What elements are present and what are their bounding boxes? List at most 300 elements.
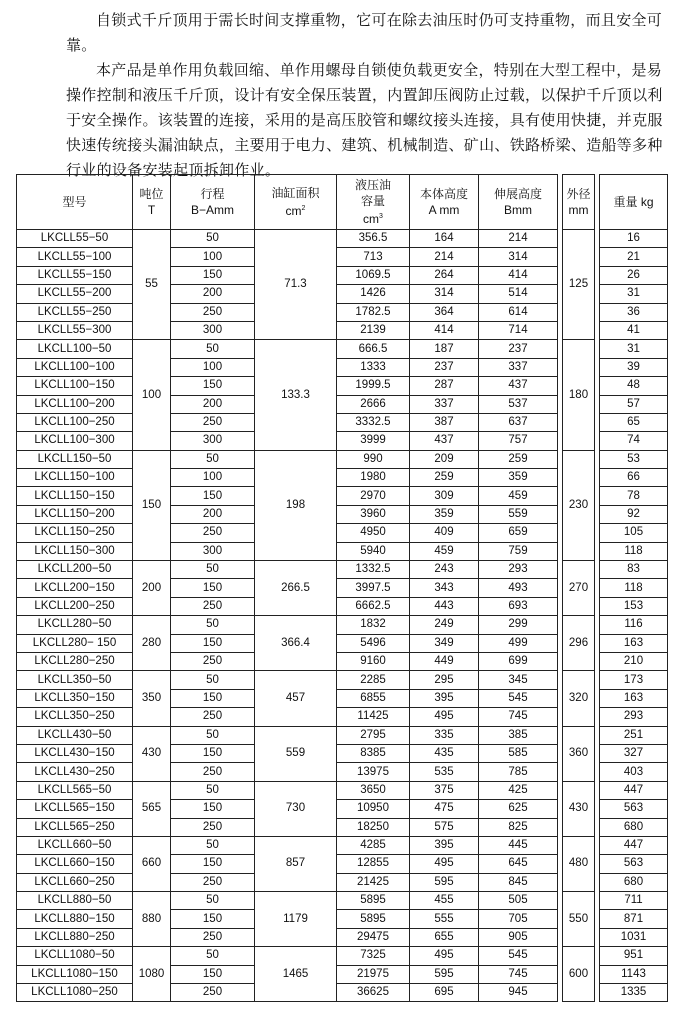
weight-cell: 92 — [600, 505, 668, 523]
model-cell: LKCLL150−200 — [17, 505, 133, 523]
weight-cell: 871 — [600, 910, 668, 928]
model-cell: LKCLL430−250 — [17, 763, 133, 781]
oil-capacity-cell: 1333 — [337, 358, 410, 376]
extended-height-cell: 214 — [479, 230, 558, 248]
header-extended-height: 伸展高度 Bmm — [479, 175, 558, 230]
tonnage-cell: 55 — [133, 230, 171, 340]
weight-cell: 210 — [600, 652, 668, 670]
extended-height-cell: 537 — [479, 395, 558, 413]
weight-cell: 951 — [600, 947, 668, 965]
extended-height-cell: 545 — [479, 947, 558, 965]
stroke-cell: 150 — [171, 487, 255, 505]
weight-cell: 65 — [600, 413, 668, 431]
model-cell: LKCLL880−50 — [17, 892, 133, 910]
body-height-cell: 437 — [410, 432, 479, 450]
table-row — [17, 726, 668, 744]
extended-height-cell: 505 — [479, 892, 558, 910]
weight-cell: 66 — [600, 469, 668, 487]
cylinder-area-cell: 366.4 — [255, 616, 337, 671]
weight-cell: 327 — [600, 744, 668, 762]
model-cell: LKCLL350−150 — [17, 689, 133, 707]
stroke-cell: 250 — [171, 413, 255, 431]
table-row — [17, 340, 668, 358]
oil-capacity-cell: 1426 — [337, 285, 410, 303]
oil-capacity-cell: 6855 — [337, 689, 410, 707]
model-cell: LKCLL430−150 — [17, 744, 133, 762]
model-cell: LKCLL55−50 — [17, 230, 133, 248]
weight-cell: 116 — [600, 616, 668, 634]
model-cell: LKCLL150−250 — [17, 524, 133, 542]
oil-capacity-cell: 29475 — [337, 928, 410, 946]
outer-diameter-cell: 296 — [563, 616, 595, 671]
body-height-cell: 414 — [410, 321, 479, 339]
outer-diameter-cell: 430 — [563, 781, 595, 836]
extended-height-cell: 745 — [479, 965, 558, 983]
weight-cell: 293 — [600, 708, 668, 726]
table-row — [17, 230, 668, 248]
weight-cell: 1335 — [600, 984, 668, 1002]
stroke-cell: 50 — [171, 230, 255, 248]
extended-height-cell: 314 — [479, 248, 558, 266]
table-row — [17, 781, 668, 799]
oil-capacity-cell: 3332.5 — [337, 413, 410, 431]
oil-capacity-cell: 36625 — [337, 984, 410, 1002]
oil-capacity-cell: 1999.5 — [337, 377, 410, 395]
cylinder-area-cell: 457 — [255, 671, 337, 726]
body-height-cell: 435 — [410, 744, 479, 762]
weight-cell: 118 — [600, 542, 668, 560]
weight-cell: 31 — [600, 285, 668, 303]
stroke-cell: 50 — [171, 340, 255, 358]
spec-table — [16, 174, 668, 1002]
table-row — [17, 561, 668, 579]
stroke-cell: 50 — [171, 726, 255, 744]
model-cell: LKCLL660−50 — [17, 836, 133, 854]
outer-diameter-cell: 125 — [563, 230, 595, 340]
weight-cell: 57 — [600, 395, 668, 413]
oil-capacity-cell: 13975 — [337, 763, 410, 781]
tonnage-cell: 200 — [133, 561, 171, 616]
table-row — [17, 671, 668, 689]
body-height-cell: 295 — [410, 671, 479, 689]
oil-capacity-cell: 2970 — [337, 487, 410, 505]
stroke-cell: 150 — [171, 689, 255, 707]
oil-capacity-cell: 7325 — [337, 947, 410, 965]
cylinder-area-cell: 71.3 — [255, 230, 337, 340]
extended-height-cell: 945 — [479, 984, 558, 1002]
body-height-cell: 443 — [410, 597, 479, 615]
body-height-cell: 343 — [410, 579, 479, 597]
header-stroke: 行程 B−Amm — [171, 175, 255, 230]
weight-cell: 711 — [600, 892, 668, 910]
model-cell: LKCLL565−250 — [17, 818, 133, 836]
extended-height-cell: 585 — [479, 744, 558, 762]
table-header-row — [17, 175, 668, 230]
intro-text — [66, 8, 666, 183]
oil-capacity-cell: 2285 — [337, 671, 410, 689]
body-height-cell: 475 — [410, 800, 479, 818]
stroke-cell: 150 — [171, 377, 255, 395]
weight-cell: 53 — [600, 450, 668, 468]
table-row — [17, 836, 668, 854]
weight-cell: 251 — [600, 726, 668, 744]
oil-capacity-cell: 990 — [337, 450, 410, 468]
body-height-cell: 259 — [410, 469, 479, 487]
tonnage-cell: 660 — [133, 836, 171, 891]
body-height-cell: 495 — [410, 947, 479, 965]
oil-capacity-cell: 6662.5 — [337, 597, 410, 615]
weight-cell: 153 — [600, 597, 668, 615]
header-model: 型号 — [17, 175, 133, 230]
stroke-cell: 250 — [171, 763, 255, 781]
outer-diameter-cell: 230 — [563, 450, 595, 560]
model-cell: LKCLL55−150 — [17, 266, 133, 284]
stroke-cell: 300 — [171, 542, 255, 560]
tonnage-cell: 565 — [133, 781, 171, 836]
stroke-cell: 50 — [171, 671, 255, 689]
extended-height-cell: 259 — [479, 450, 558, 468]
extended-height-cell: 545 — [479, 689, 558, 707]
body-height-cell: 214 — [410, 248, 479, 266]
stroke-cell: 300 — [171, 321, 255, 339]
model-cell: LKCLL150−50 — [17, 450, 133, 468]
body-height-cell: 375 — [410, 781, 479, 799]
oil-capacity-cell: 5940 — [337, 542, 410, 560]
model-cell: LKCLL430−50 — [17, 726, 133, 744]
tonnage-cell: 430 — [133, 726, 171, 781]
model-cell: LKCLL350−50 — [17, 671, 133, 689]
extended-height-cell: 445 — [479, 836, 558, 854]
stroke-cell: 150 — [171, 800, 255, 818]
extended-height-cell: 745 — [479, 708, 558, 726]
extended-height-cell: 757 — [479, 432, 558, 450]
model-cell: LKCLL100−200 — [17, 395, 133, 413]
outer-diameter-cell: 360 — [563, 726, 595, 781]
extended-height-cell: 705 — [479, 910, 558, 928]
body-height-cell: 387 — [410, 413, 479, 431]
outer-diameter-cell: 180 — [563, 340, 595, 450]
extended-height-cell: 825 — [479, 818, 558, 836]
weight-cell: 26 — [600, 266, 668, 284]
stroke-cell: 250 — [171, 873, 255, 891]
outer-diameter-cell: 600 — [563, 947, 595, 1002]
oil-capacity-cell: 4950 — [337, 524, 410, 542]
oil-capacity-cell: 2666 — [337, 395, 410, 413]
oil-capacity-cell: 2795 — [337, 726, 410, 744]
model-cell: LKCLL150−100 — [17, 469, 133, 487]
cylinder-area-cell: 857 — [255, 836, 337, 891]
weight-cell: 447 — [600, 836, 668, 854]
stroke-cell: 50 — [171, 947, 255, 965]
body-height-cell: 349 — [410, 634, 479, 652]
extended-height-cell: 385 — [479, 726, 558, 744]
header-oil-capacity: 液压油 容量 $cm^3$ — [337, 175, 410, 230]
model-cell: LKCLL100−50 — [17, 340, 133, 358]
stroke-cell: 250 — [171, 928, 255, 946]
body-height-cell: 535 — [410, 763, 479, 781]
body-height-cell: 164 — [410, 230, 479, 248]
oil-capacity-cell: 1782.5 — [337, 303, 410, 321]
stroke-cell: 250 — [171, 303, 255, 321]
table-row — [17, 616, 668, 634]
body-height-cell: 209 — [410, 450, 479, 468]
stroke-cell: 50 — [171, 892, 255, 910]
model-cell: LKCLL280− 150 — [17, 634, 133, 652]
cylinder-area-cell: 1179 — [255, 892, 337, 947]
stroke-cell: 250 — [171, 652, 255, 670]
cylinder-area-cell: 266.5 — [255, 561, 337, 616]
stroke-cell: 300 — [171, 432, 255, 450]
stroke-cell: 100 — [171, 358, 255, 376]
extended-height-cell: 625 — [479, 800, 558, 818]
oil-capacity-cell: 12855 — [337, 855, 410, 873]
header-weight: 重量 kg — [600, 175, 668, 230]
model-cell: LKCLL660−150 — [17, 855, 133, 873]
stroke-cell: 50 — [171, 561, 255, 579]
stroke-cell: 50 — [171, 616, 255, 634]
body-height-cell: 455 — [410, 892, 479, 910]
oil-capacity-cell: 1069.5 — [337, 266, 410, 284]
tonnage-cell: 100 — [133, 340, 171, 450]
oil-capacity-cell: 5895 — [337, 910, 410, 928]
table-row — [17, 947, 668, 965]
oil-capacity-cell: 18250 — [337, 818, 410, 836]
model-cell: LKCLL100−100 — [17, 358, 133, 376]
model-cell: LKCLL100−150 — [17, 377, 133, 395]
weight-cell: 39 — [600, 358, 668, 376]
extended-height-cell: 693 — [479, 597, 558, 615]
stroke-cell: 150 — [171, 965, 255, 983]
weight-cell: 1143 — [600, 965, 668, 983]
table-row — [17, 450, 668, 468]
weight-cell: 16 — [600, 230, 668, 248]
stroke-cell: 150 — [171, 579, 255, 597]
outer-diameter-cell: 480 — [563, 836, 595, 891]
body-height-cell: 187 — [410, 340, 479, 358]
extended-height-cell: 337 — [479, 358, 558, 376]
weight-cell: 118 — [600, 579, 668, 597]
weight-cell: 78 — [600, 487, 668, 505]
extended-height-cell: 437 — [479, 377, 558, 395]
model-cell: LKCLL1080−150 — [17, 965, 133, 983]
stroke-cell: 200 — [171, 285, 255, 303]
model-cell: LKCLL280−50 — [17, 616, 133, 634]
extended-height-cell: 237 — [479, 340, 558, 358]
stroke-cell: 250 — [171, 818, 255, 836]
model-cell: LKCLL200−150 — [17, 579, 133, 597]
model-cell: LKCLL55−200 — [17, 285, 133, 303]
weight-cell: 48 — [600, 377, 668, 395]
body-height-cell: 595 — [410, 873, 479, 891]
model-cell: LKCLL660−250 — [17, 873, 133, 891]
stroke-cell: 250 — [171, 708, 255, 726]
model-cell: LKCLL150−150 — [17, 487, 133, 505]
extended-height-cell: 345 — [479, 671, 558, 689]
oil-capacity-cell: 11425 — [337, 708, 410, 726]
stroke-cell: 150 — [171, 910, 255, 928]
weight-cell: 173 — [600, 671, 668, 689]
weight-cell: 563 — [600, 855, 668, 873]
extended-height-cell: 499 — [479, 634, 558, 652]
extended-height-cell: 659 — [479, 524, 558, 542]
table-row — [17, 892, 668, 910]
weight-cell: 447 — [600, 781, 668, 799]
cylinder-area-cell: 559 — [255, 726, 337, 781]
extended-height-cell: 359 — [479, 469, 558, 487]
oil-capacity-cell: 666.5 — [337, 340, 410, 358]
oil-capacity-cell: 10950 — [337, 800, 410, 818]
oil-capacity-cell: 3999 — [337, 432, 410, 450]
weight-cell: 41 — [600, 321, 668, 339]
extended-height-cell: 759 — [479, 542, 558, 560]
outer-diameter-cell: 270 — [563, 561, 595, 616]
oil-capacity-cell: 1832 — [337, 616, 410, 634]
model-cell: LKCLL200−250 — [17, 597, 133, 615]
body-height-cell: 249 — [410, 616, 479, 634]
body-height-cell: 287 — [410, 377, 479, 395]
body-height-cell: 359 — [410, 505, 479, 523]
cylinder-area-cell: 1465 — [255, 947, 337, 1002]
model-cell: LKCLL880−150 — [17, 910, 133, 928]
model-cell: LKCLL55−100 — [17, 248, 133, 266]
model-cell: LKCLL880−250 — [17, 928, 133, 946]
weight-cell: 1031 — [600, 928, 668, 946]
header-body-height: 本体高度 A mm — [410, 175, 479, 230]
stroke-cell: 50 — [171, 781, 255, 799]
model-cell: LKCLL150−300 — [17, 542, 133, 560]
model-cell: LKCLL1080−250 — [17, 984, 133, 1002]
extended-height-cell: 293 — [479, 561, 558, 579]
stroke-cell: 150 — [171, 744, 255, 762]
oil-capacity-cell: 8385 — [337, 744, 410, 762]
cylinder-area-cell: 730 — [255, 781, 337, 836]
oil-capacity-cell: 4285 — [337, 836, 410, 854]
extended-height-cell: 559 — [479, 505, 558, 523]
model-cell: LKCLL350−250 — [17, 708, 133, 726]
body-height-cell: 575 — [410, 818, 479, 836]
body-height-cell: 655 — [410, 928, 479, 946]
oil-capacity-cell: 21975 — [337, 965, 410, 983]
body-height-cell: 555 — [410, 910, 479, 928]
extended-height-cell: 299 — [479, 616, 558, 634]
stroke-cell: 100 — [171, 469, 255, 487]
body-height-cell: 309 — [410, 487, 479, 505]
extended-height-cell: 905 — [479, 928, 558, 946]
outer-diameter-cell: 550 — [563, 892, 595, 947]
stroke-cell: 50 — [171, 836, 255, 854]
body-height-cell: 337 — [410, 395, 479, 413]
model-cell: LKCLL100−250 — [17, 413, 133, 431]
tonnage-cell: 880 — [133, 892, 171, 947]
weight-cell: 680 — [600, 873, 668, 891]
oil-capacity-cell: 5496 — [337, 634, 410, 652]
tonnage-cell: 1080 — [133, 947, 171, 1002]
tonnage-cell: 350 — [133, 671, 171, 726]
extended-height-cell: 514 — [479, 285, 558, 303]
weight-cell: 21 — [600, 248, 668, 266]
oil-capacity-cell: 356.5 — [337, 230, 410, 248]
stroke-cell: 150 — [171, 634, 255, 652]
body-height-cell: 243 — [410, 561, 479, 579]
oil-capacity-cell: 713 — [337, 248, 410, 266]
model-cell: LKCLL280−250 — [17, 652, 133, 670]
body-height-cell: 409 — [410, 524, 479, 542]
extended-height-cell: 459 — [479, 487, 558, 505]
body-height-cell: 395 — [410, 689, 479, 707]
stroke-cell: 200 — [171, 505, 255, 523]
stroke-cell: 250 — [171, 984, 255, 1002]
header-outer-diameter: 外径 mm — [563, 175, 595, 230]
weight-cell: 83 — [600, 561, 668, 579]
oil-capacity-cell: 9160 — [337, 652, 410, 670]
oil-capacity-cell: 1980 — [337, 469, 410, 487]
oil-capacity-cell: 1332.5 — [337, 561, 410, 579]
stroke-cell: 250 — [171, 524, 255, 542]
body-height-cell: 237 — [410, 358, 479, 376]
stroke-cell: 150 — [171, 266, 255, 284]
stroke-cell: 250 — [171, 597, 255, 615]
model-cell: LKCLL200−50 — [17, 561, 133, 579]
model-cell: LKCLL55−250 — [17, 303, 133, 321]
body-height-cell: 495 — [410, 708, 479, 726]
body-height-cell: 459 — [410, 542, 479, 560]
extended-height-cell: 414 — [479, 266, 558, 284]
extended-height-cell: 785 — [479, 763, 558, 781]
header-cylinder-area: 油缸面积 $cm^2$ — [255, 175, 337, 230]
body-height-cell: 495 — [410, 855, 479, 873]
oil-capacity-cell: 2139 — [337, 321, 410, 339]
extended-height-cell: 645 — [479, 855, 558, 873]
tonnage-cell: 280 — [133, 616, 171, 671]
model-cell: LKCLL565−50 — [17, 781, 133, 799]
body-height-cell: 695 — [410, 984, 479, 1002]
body-height-cell: 395 — [410, 836, 479, 854]
oil-capacity-cell: 3997.5 — [337, 579, 410, 597]
model-cell: LKCLL1080−50 — [17, 947, 133, 965]
oil-capacity-cell: 3650 — [337, 781, 410, 799]
weight-cell: 36 — [600, 303, 668, 321]
weight-cell: 105 — [600, 524, 668, 542]
oil-capacity-cell: 3960 — [337, 505, 410, 523]
table-body — [17, 230, 668, 1002]
extended-height-cell: 845 — [479, 873, 558, 891]
header-tonnage: 吨位 T — [133, 175, 171, 230]
cylinder-area-cell: 133.3 — [255, 340, 337, 450]
intro-paragraph-1: 自锁式千斤顶用于需长时间支撑重物，它可在除去油压时仍可支持重物，而且安全可靠。 — [66, 11, 663, 54]
body-height-cell: 449 — [410, 652, 479, 670]
extended-height-cell: 637 — [479, 413, 558, 431]
weight-cell: 163 — [600, 634, 668, 652]
oil-capacity-cell: 21425 — [337, 873, 410, 891]
stroke-cell: 100 — [171, 248, 255, 266]
weight-cell: 74 — [600, 432, 668, 450]
outer-diameter-cell: 320 — [563, 671, 595, 726]
extended-height-cell: 614 — [479, 303, 558, 321]
extended-height-cell: 425 — [479, 781, 558, 799]
body-height-cell: 314 — [410, 285, 479, 303]
weight-cell: 163 — [600, 689, 668, 707]
body-height-cell: 335 — [410, 726, 479, 744]
model-cell: LKCLL565−150 — [17, 800, 133, 818]
stroke-cell: 150 — [171, 855, 255, 873]
weight-cell: 680 — [600, 818, 668, 836]
extended-height-cell: 493 — [479, 579, 558, 597]
extended-height-cell: 714 — [479, 321, 558, 339]
model-cell: LKCLL100−300 — [17, 432, 133, 450]
weight-cell: 563 — [600, 800, 668, 818]
tonnage-cell: 150 — [133, 450, 171, 560]
extended-height-cell: 699 — [479, 652, 558, 670]
